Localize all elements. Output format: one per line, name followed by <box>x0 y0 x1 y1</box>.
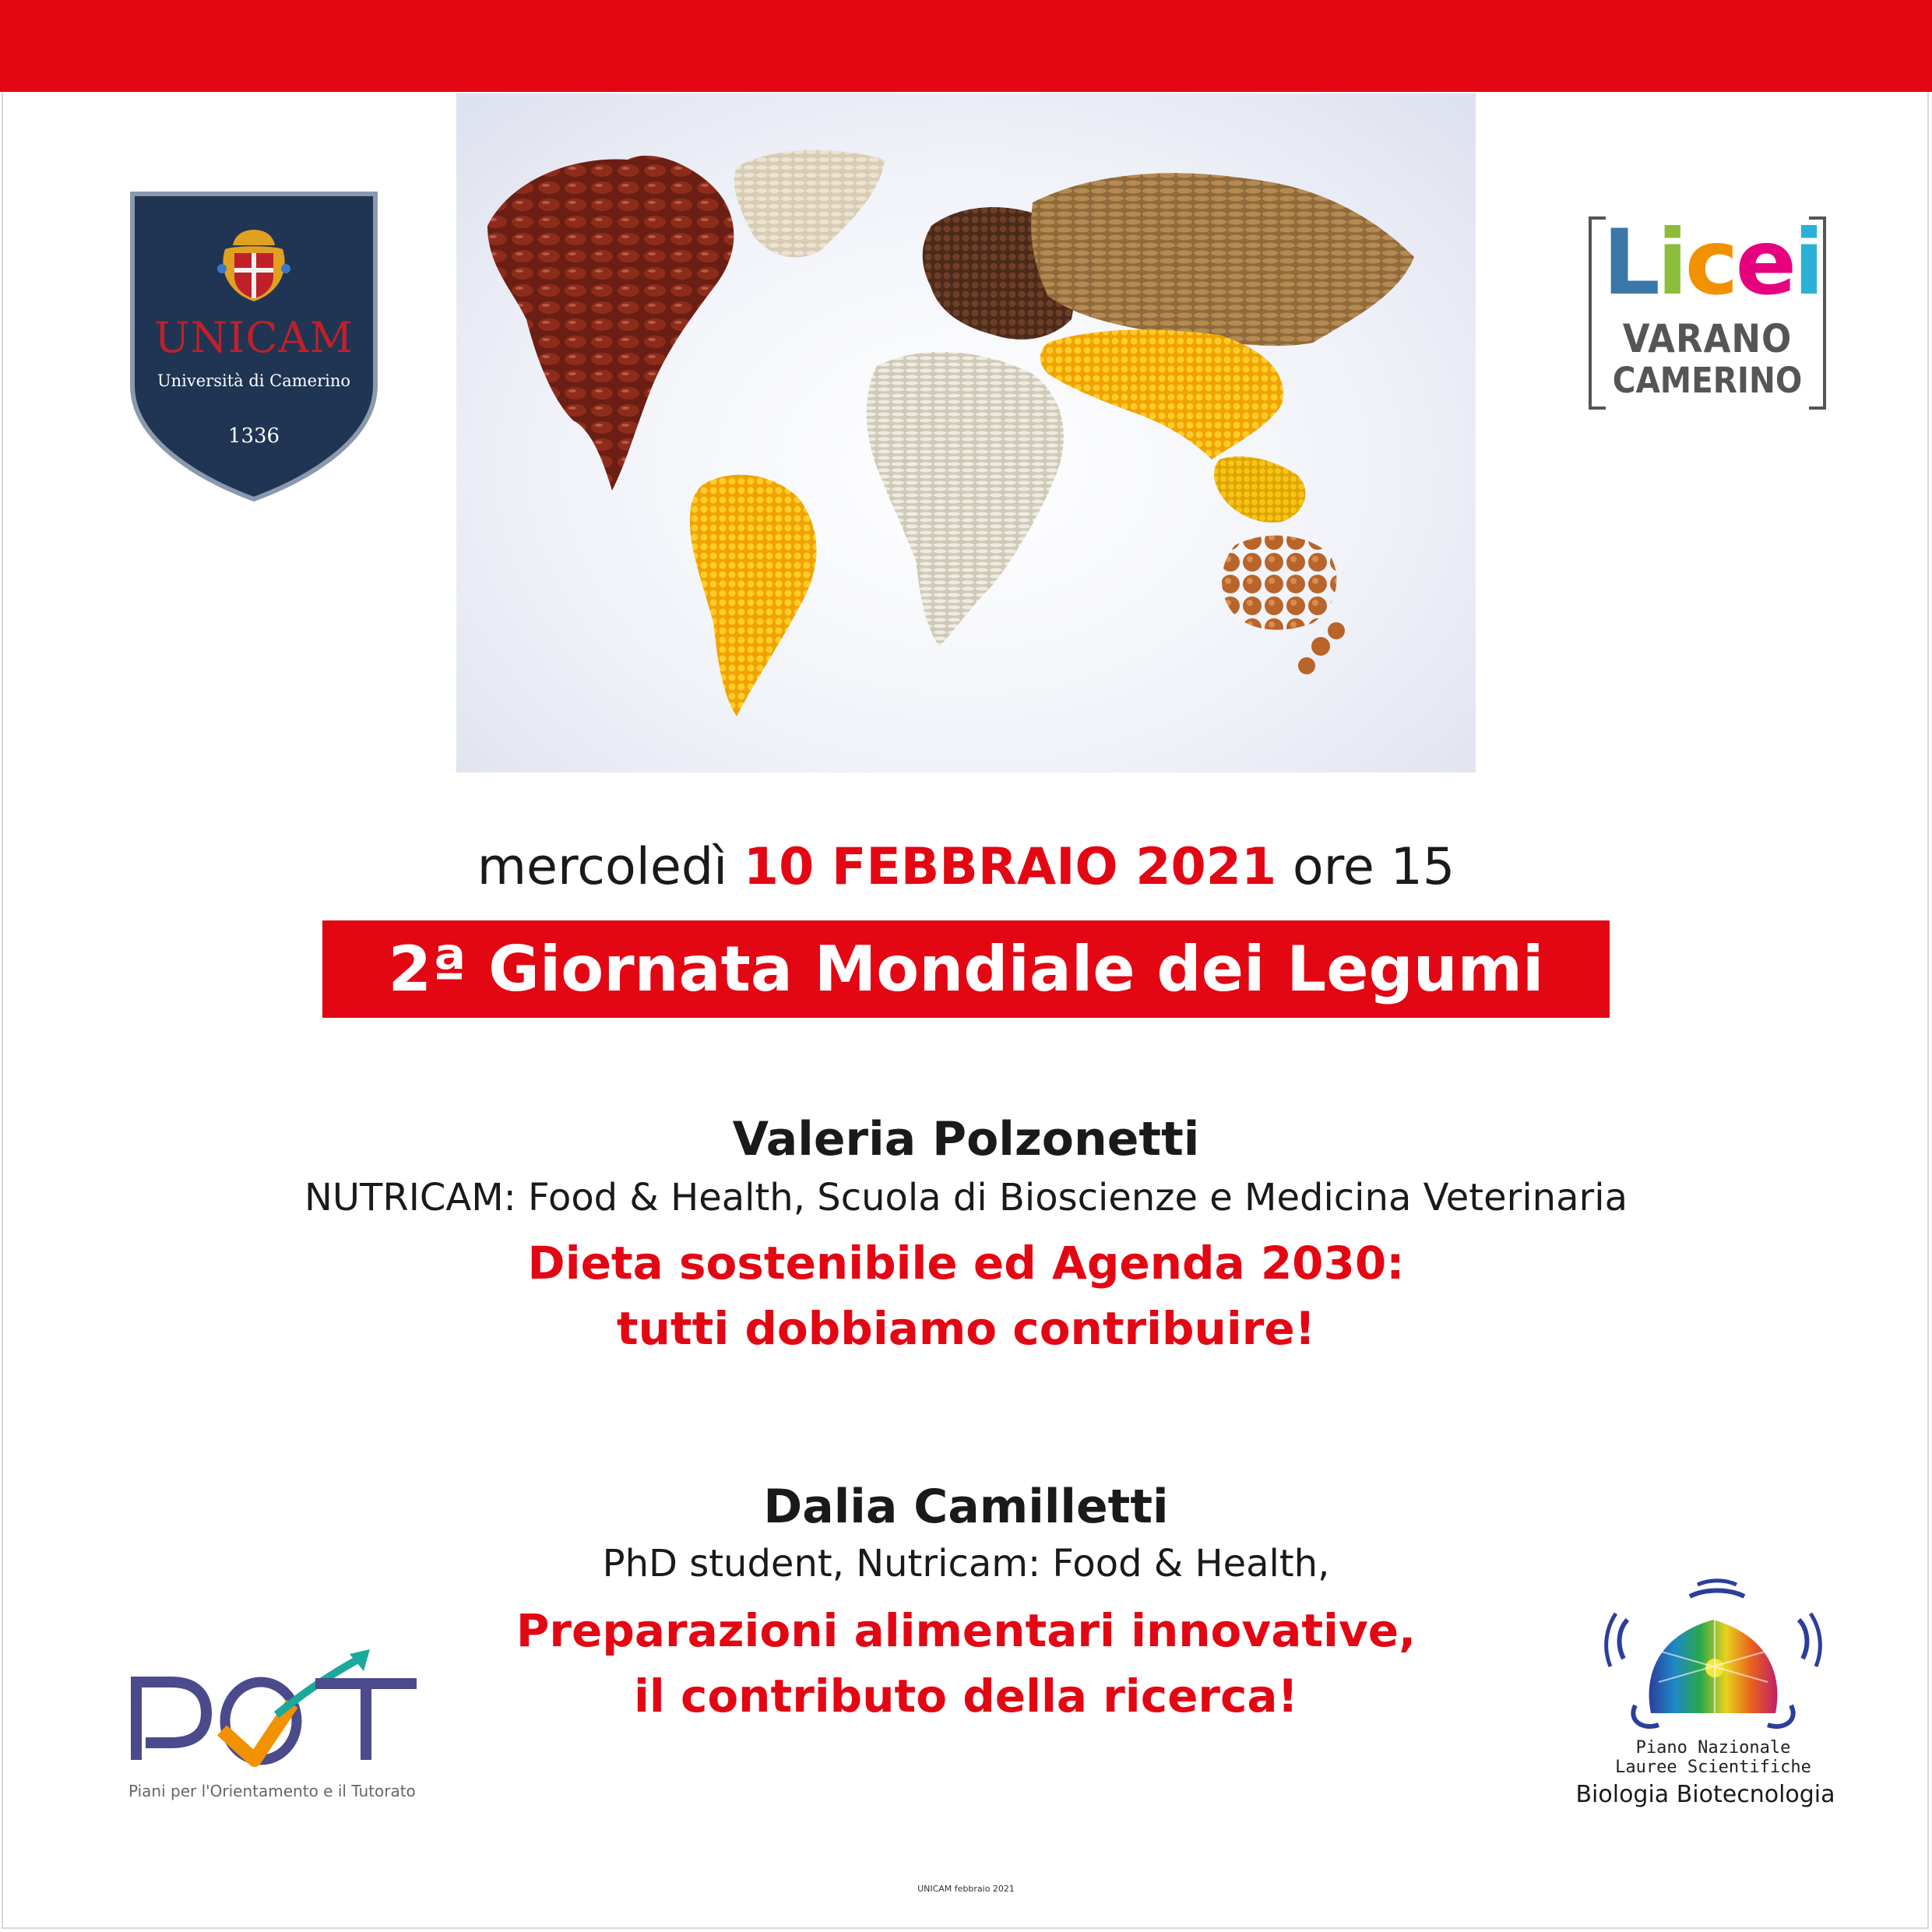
pls-spectrum-icon <box>1581 1565 1846 1737</box>
talk-title-line1: Dieta sostenibile ed Agenda 2030: <box>527 1237 1405 1290</box>
licei-letter: i <box>1793 210 1821 315</box>
pls-logo <box>1581 1565 1846 1799</box>
event-title-banner <box>322 920 1610 1018</box>
unicam-logo <box>129 191 378 502</box>
event-date: 10 FEBBRAIO 2021 <box>743 838 1277 896</box>
pls-name-line1: Piano Nazionale <box>1635 1738 1791 1758</box>
pls-department: Biologia Biotecnologia <box>1575 1781 1835 1808</box>
unicam-subtitle: Università di Camerino <box>157 371 351 390</box>
unicam-name: UNICAM <box>154 313 354 362</box>
event-day: mercoledì <box>477 838 728 896</box>
licei-letter: L <box>1603 210 1657 315</box>
talk-title-line1: Preparazioni alimentari innovative, <box>516 1604 1416 1657</box>
licei-letter: e <box>1735 210 1794 315</box>
top-red-bar <box>0 0 1932 92</box>
event-title: 2ª Giornata Mondiale dei Legumi <box>388 933 1544 1005</box>
footer-credit: UNICAM febbraio 2021 <box>917 1884 1015 1894</box>
pls-name-line2: Lauree Scientifiche <box>1615 1758 1811 1777</box>
speaker-name: Valeria Polzonetti <box>732 1112 1200 1167</box>
licei-wordmark <box>1603 210 1821 315</box>
speaker-affiliation: NUTRICAM: Food & Health, Scuola di Bioscienze e Medicina Veterinaria <box>304 1176 1628 1219</box>
university-crest-icon <box>211 222 297 308</box>
licei-letter: i <box>1656 210 1685 315</box>
pot-tagline: Piani per l'Orientamento e il Tutorato <box>128 1782 416 1800</box>
licei-letter: c <box>1684 210 1736 315</box>
speaker-name: Dalia Camilletti <box>763 1480 1169 1534</box>
speaker-affiliation: PhD student, Nutricam: Food & Health, <box>602 1542 1330 1585</box>
licei-logo <box>1589 210 1826 410</box>
pot-logo <box>128 1643 440 1811</box>
event-date-line <box>0 837 1932 898</box>
licei-line2: CAMERINO <box>1612 360 1803 401</box>
event-time: ore 15 <box>1292 838 1455 896</box>
talk-title-line2: tutti dobbiamo contribuire! <box>616 1302 1316 1355</box>
legume-world-map-image <box>456 93 1476 772</box>
pot-arrow-check-icon <box>128 1643 440 1783</box>
talk-title-line2: il contributo della ricerca! <box>634 1670 1298 1723</box>
licei-line1: VARANO <box>1622 316 1793 361</box>
unicam-year: 1336 <box>227 424 280 448</box>
